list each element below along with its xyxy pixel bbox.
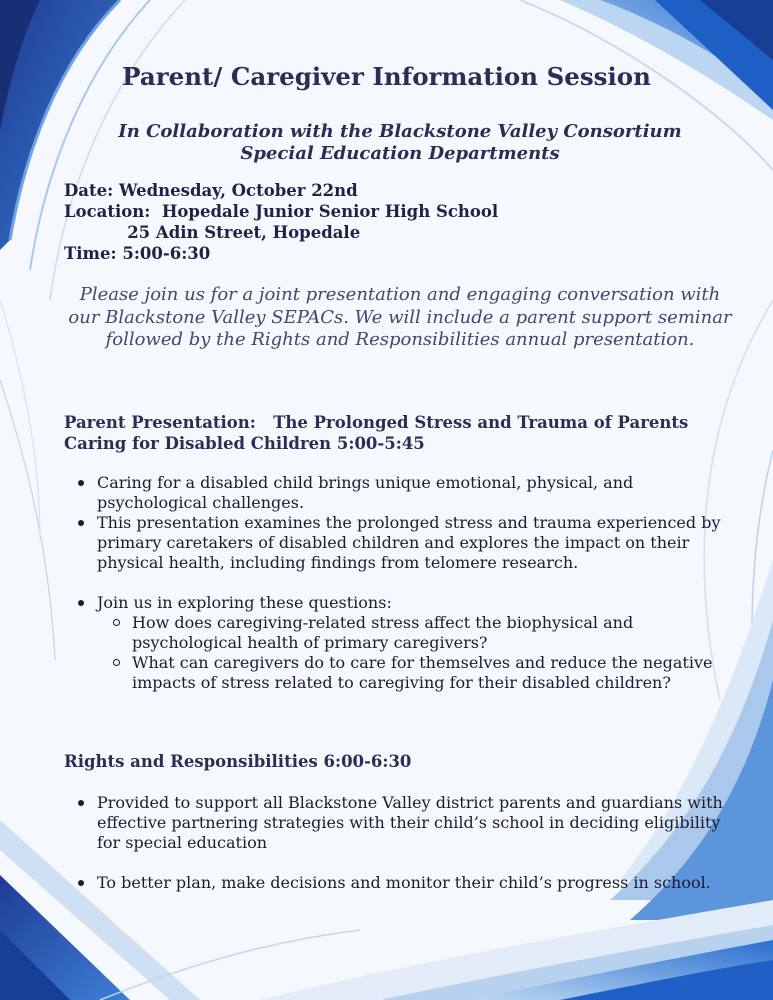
event-time: Time: 5:00-6:30 <box>64 244 211 263</box>
circle-bullet-icon <box>113 619 120 626</box>
parent-presentation-list <box>64 473 740 693</box>
list-item: Provided to support all Blackstone Valley district parents and guardians with effective partnering strategies with their child’s school in deciding eligibility for special education <box>64 793 740 853</box>
event-address: 25 Adin Street, Hopedale <box>64 223 361 242</box>
page-title: Parent/ Caregiver Information Session <box>122 62 651 91</box>
rights-list <box>64 793 740 893</box>
bullet-icon <box>78 880 84 886</box>
list-item: To better plan, make decisions and monitor their child’s progress in school. <box>64 873 740 893</box>
rights-heading: Rights and Responsibilities 6:00-6:30 <box>64 752 412 771</box>
event-details <box>64 180 664 264</box>
question-list <box>97 613 740 693</box>
list-item: Caring for a disabled child brings unique emotional, physical, and psychological challenges. <box>64 473 740 513</box>
question-item: How does caregiving-related stress affect the biophysical and psychological health of primary caregivers? <box>97 613 740 653</box>
subtitle: In Collaboration with the Blackstone Valley Consortium Special Education Departments <box>118 121 682 164</box>
parent-presentation-heading: Parent Presentation: The Prolonged Stress and Trauma of Parents Caring for Disabled Children 5:00-5:45 <box>64 413 695 453</box>
event-location: Location: Hopedale Junior Senior High School <box>64 202 499 221</box>
bullet-icon <box>78 520 84 526</box>
list-spacer <box>64 573 740 593</box>
bullet-icon <box>78 600 84 606</box>
list-spacer <box>64 853 740 873</box>
list-item: This presentation examines the prolonged stress and trauma experienced by primary caretakers of disabled children and explores the impact on their physical health, including findings from telomere research. <box>64 513 740 573</box>
list-item: Join us in exploring these questions: How does caregiving-related stress affect the biophysical and psychological health of primary caregivers? What can caregivers do to care for themselves and reduce the negative impacts of stress related to caregiving for their disabled children? <box>64 593 740 693</box>
question-item: What can caregivers do to care for themselves and reduce the negative impacts of stress related to caregiving for their disabled children? <box>97 653 740 693</box>
circle-bullet-icon <box>113 659 120 666</box>
event-date: Date: Wednesday, October 22nd <box>64 181 358 200</box>
bullet-icon <box>78 480 84 486</box>
bullet-icon <box>78 800 84 806</box>
intro-paragraph: Please join us for a joint presentation and engaging conversation with our Blackstone Valley SEPACs. We will include a parent support seminar followed by the Rights and Responsibilities annual presentation. <box>68 284 732 350</box>
